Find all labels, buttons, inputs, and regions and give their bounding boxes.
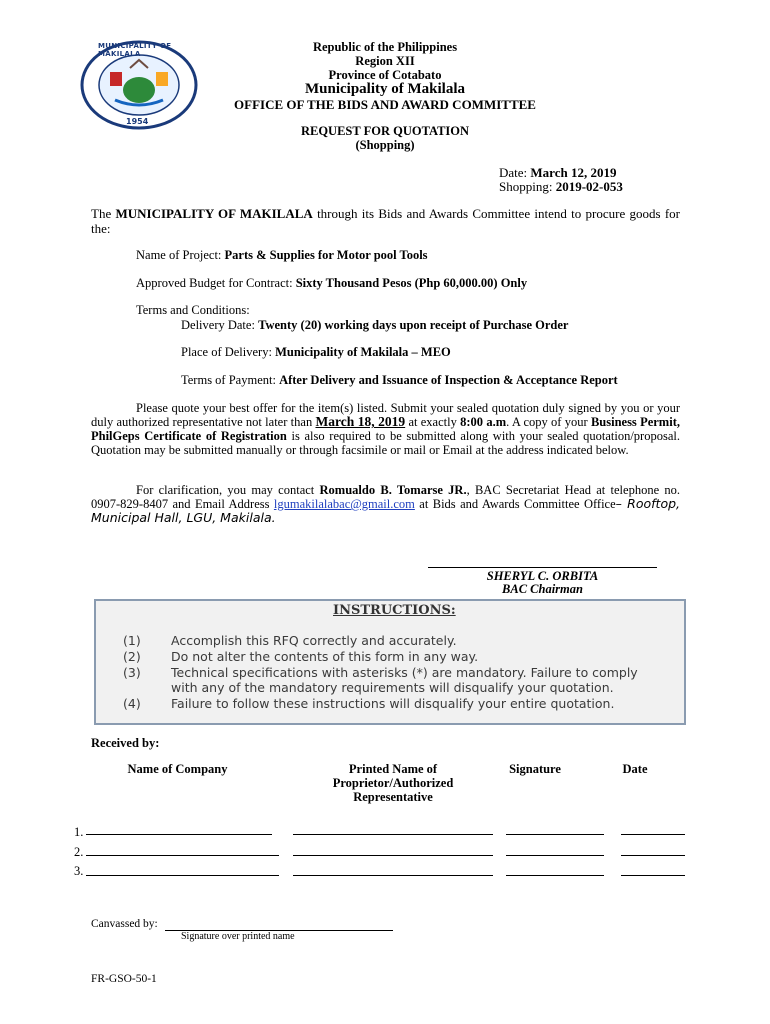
rfq-subtitle: (Shopping) <box>355 138 415 152</box>
payment-line <box>181 373 618 388</box>
payment-value: After Delivery and Issuance of Inspection & Acceptance Report <box>279 373 618 387</box>
row2-printed-name-field[interactable] <box>293 855 493 856</box>
instruction-num-4: (4) <box>123 696 141 711</box>
header-republic: Republic of the Philippines <box>312 40 458 54</box>
row2-signature-field[interactable] <box>506 855 604 856</box>
col-printed-name: Printed Name of Proprietor/Authorized Representative <box>332 762 454 804</box>
budget-value: Sixty Thousand Pesos (Php 60,000.00) Only <box>295 276 528 290</box>
para1-text1: Please quote your best offer for the item(s) listed. Submit your sealed quotation duly signed by you or your duly authorized representative not later than <box>91 401 680 429</box>
header-office: OFFICE OF THE BIDS AND AWARD COMMITTEE <box>234 97 536 112</box>
instruction-text-3: Technical specifications with asterisks (*) are mandatory. Failure to comply <box>171 665 638 680</box>
header-municipality: Municipality of Makilala <box>304 81 465 97</box>
date-value: March 12, 2019 <box>530 165 617 180</box>
place-label: Place of Delivery: <box>181 345 276 359</box>
instruction-text-3b: with any of the mandatory requirements will disqualify your quotation. <box>171 680 614 695</box>
para1-text3: . A copy of your <box>506 415 591 429</box>
chairman-signature-line <box>428 567 657 568</box>
instructions-paragraph <box>91 401 680 457</box>
deadline-date: March 18, 2019 <box>315 414 406 429</box>
delivery-label: Delivery Date: <box>181 318 259 332</box>
intro-pre: The <box>91 206 116 221</box>
seal-text: MUNICIPALITY OF MAKILALA <box>98 42 172 58</box>
chairman-title: BAC Chairman <box>502 582 583 596</box>
instruction-text-1: Accomplish this RFQ correctly and accurately. <box>171 633 457 648</box>
rfq-title: REQUEST FOR QUOTATION <box>300 124 470 138</box>
instruction-num-1: (1) <box>123 633 141 648</box>
header-province: Province of Cotabato <box>328 68 442 82</box>
col-date: Date <box>622 762 648 776</box>
place-value: Municipality of Makilala <box>275 345 409 359</box>
place-suffix: – MEO <box>408 345 451 359</box>
instruction-text-4: Failure to follow these instructions will disqualify your entire quotation. <box>171 696 615 711</box>
instruction-text-2: Do not alter the contents of this form in any way. <box>171 649 479 664</box>
email-link[interactable]: lgumakilalabac@gmail.com <box>273 497 415 511</box>
clarification-paragraph <box>91 483 680 525</box>
budget-label: Approved Budget for Contract: <box>136 276 296 290</box>
date-label: Date: <box>499 165 531 180</box>
para1-text4: is also required to be submitted along with your sealed quotation/proposal. Quotation may be submitted manually or through facsimile or mail or Email at the address indicated below. <box>91 429 680 457</box>
chairman-name: SHERYL C. ORBITA <box>486 569 599 583</box>
budget-line <box>136 276 527 291</box>
delivery-line <box>181 318 568 333</box>
payment-label: Terms of Payment: <box>181 373 280 387</box>
para2-text3: at Bids and Awards Committee Office <box>414 497 616 511</box>
terms-heading: Terms and Conditions: <box>136 303 250 317</box>
col-signature: Signature <box>509 762 561 776</box>
row1-date-field[interactable] <box>621 834 685 835</box>
received-by-label: Received by: <box>91 736 160 750</box>
header-region: Region XII <box>355 54 415 68</box>
intro-paragraph <box>91 206 680 236</box>
row2-company-field[interactable] <box>86 855 279 856</box>
instruction-num-3: (3) <box>123 665 141 680</box>
row-number-1: 1. <box>74 825 84 839</box>
project-value: Parts & Supplies for Motor pool Tools <box>224 248 428 262</box>
col-company: Name of Company <box>127 762 228 776</box>
row3-printed-name-field[interactable] <box>293 875 493 876</box>
para2-text1: For clarification, you may contact <box>136 483 320 497</box>
required-documents: Business Permit, PhilGeps Certificate of Registration <box>91 415 680 443</box>
intro-post: through its Bids and Awards Committee intend to procure goods for the: <box>91 206 680 236</box>
row2-date-field[interactable] <box>621 855 685 856</box>
seal-year: 1954 <box>126 117 149 126</box>
canvassed-sub: Signature over printed name <box>181 931 295 942</box>
contact-name: Romualdo B. Tomarse JR. <box>319 483 467 497</box>
shopping-value: 2019-02-053 <box>555 179 623 194</box>
para2-text2: , BAC Secretariat Head at telephone no. 0907-829-8407 and Email Address <box>91 483 680 511</box>
row1-signature-field[interactable] <box>506 834 604 835</box>
row3-date-field[interactable] <box>621 875 685 876</box>
row1-printed-name-field[interactable] <box>293 834 493 835</box>
row-number-3: 3. <box>74 864 84 878</box>
delivery-value: Twenty (20) working days upon receipt of Purchase Order <box>258 318 569 332</box>
row3-company-field[interactable] <box>86 875 279 876</box>
para1-text2: at exactly <box>405 415 461 429</box>
row3-signature-field[interactable] <box>506 875 604 876</box>
canvassed-label: Canvassed by: <box>91 918 158 930</box>
form-code: FR-GSO-50-1 <box>91 973 157 985</box>
row-number-2: 2. <box>74 845 84 859</box>
shopping-line <box>499 179 623 195</box>
office-location: – Rooftop, Municipal Hall, LGU, Makilala. <box>91 496 681 525</box>
intro-municipality: MUNICIPALITY OF MAKILALA <box>115 206 313 221</box>
shopping-label: Shopping: <box>499 179 556 194</box>
project-line <box>136 248 428 263</box>
instruction-num-2: (2) <box>123 649 141 664</box>
row1-company-field[interactable] <box>86 834 272 835</box>
deadline-time: 8:00 a.m <box>460 415 507 429</box>
place-line <box>181 345 451 360</box>
project-label: Name of Project: <box>136 248 225 262</box>
instructions-heading: INSTRUCTIONS: <box>333 603 456 618</box>
